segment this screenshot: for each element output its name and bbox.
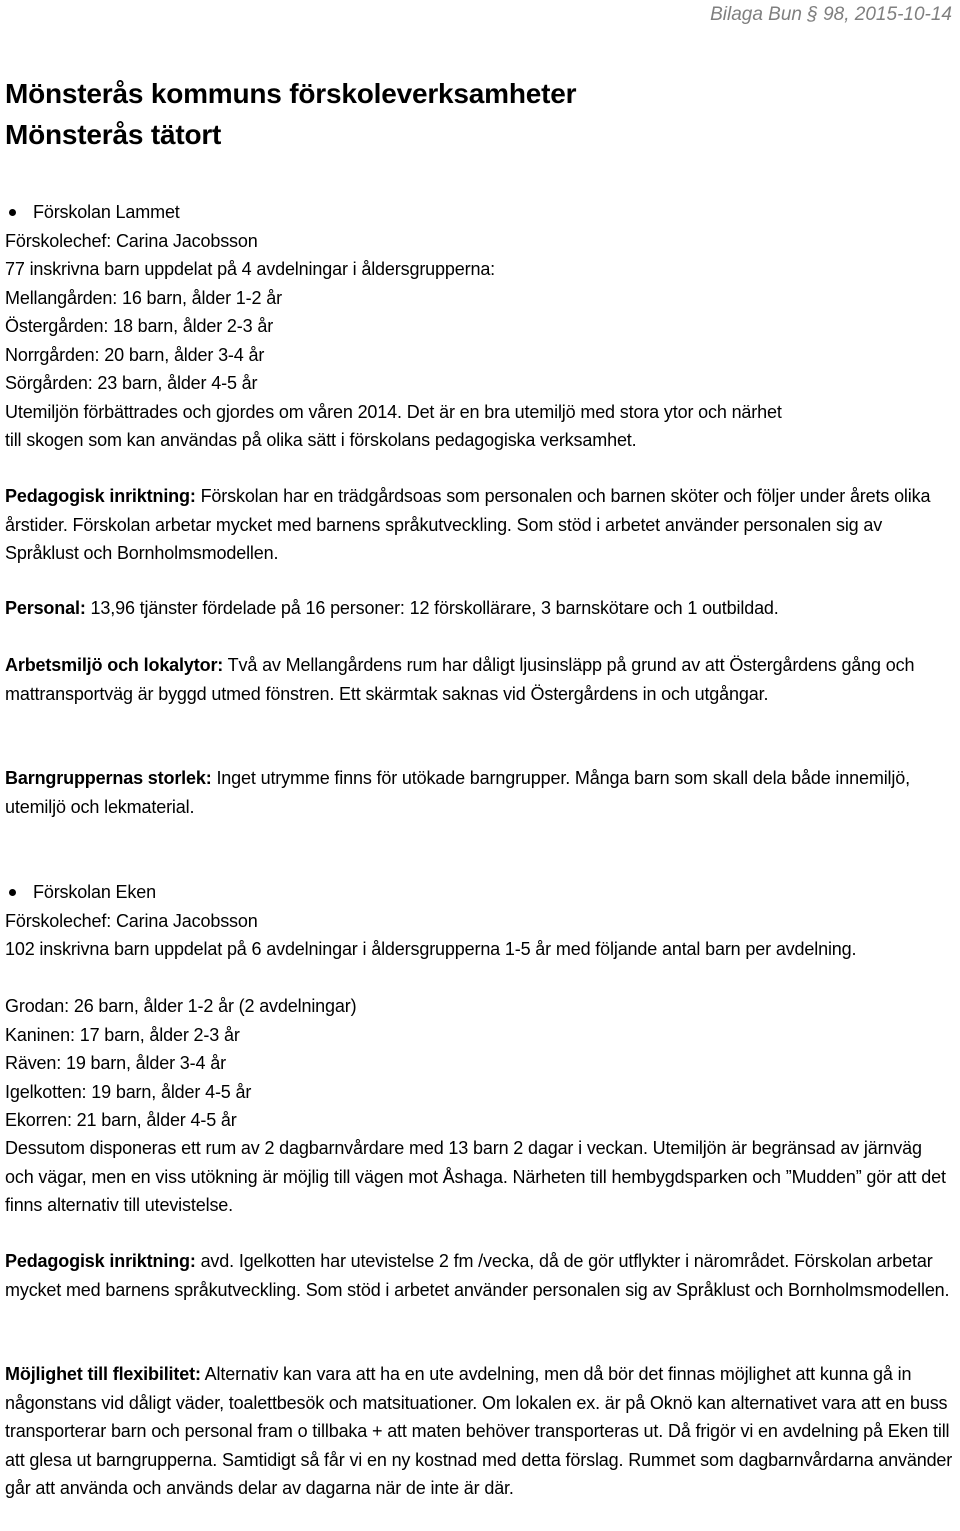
lammet-utemiljo-line2: till skogen som kan användas på olika sätt i förskolans pedagogiska verksamhet. <box>5 430 637 450</box>
eken-flex-label: Möjlighet till flexibilitet: <box>5 1364 201 1384</box>
eken-group: Grodan: 26 barn, ålder 1-2 år (2 avdelningar) <box>5 996 357 1016</box>
document-title: Mönsterås kommuns förskoleverksamheter <box>5 78 577 109</box>
lammet-utemiljo-line1: Utemiljön förbättrades och gjordes om våren 2014. Det är en bra utemiljö med stora ytor och närhet <box>5 401 782 422</box>
lammet-arb-label: Arbetsmiljö och lokalytor: <box>5 655 224 675</box>
lammet-barn-text: Inget utrymme finns för utökade barngrupper. Många barn som skall dela både innemiljö, utemiljö och lekmaterial. <box>5 768 910 817</box>
eken-groups <box>5 992 955 1135</box>
section-lammet <box>5 198 955 455</box>
lammet-ped-label: Pedagogisk inriktning: <box>5 486 196 506</box>
eken-intro: 102 inskrivna barn uppdelat på 6 avdelningar i åldersgrupperna 1-5 år med följande antal barn per avdelning. <box>5 939 857 959</box>
lammet-group: Sörgården: 23 barn, ålder 4-5 år <box>5 373 258 393</box>
eken-pedagogisk <box>5 1247 955 1304</box>
lammet-pers-text: 13,96 tjänster fördelade på 16 personer: 12 förskollärare, 3 barnskötare och 1 outbildad. <box>85 598 779 618</box>
eken-flexibilitet <box>5 1360 955 1503</box>
eken-heading-row <box>5 878 955 907</box>
eken-ped-label: Pedagogisk inriktning: <box>5 1251 196 1271</box>
lammet-personal <box>5 594 955 623</box>
eken-chef: Förskolechef: Carina Jacobsson <box>5 910 258 931</box>
bullet-icon <box>9 209 16 216</box>
lammet-barngrupper <box>5 764 955 821</box>
eken-group: Kaninen: 17 barn, ålder 2-3 år <box>5 1024 240 1045</box>
eken-flex-text: Alternativ kan vara att ha en ute avdelning, men då bör det finnas möjlighet att kunna gå in någonstans vid dåligt väder, toalettbesök och matsituationer. Om lokalen ex. är på Oknö kan alternativet vara att en buss transporterar barn och personal fram o tillbaka + att maten behöver transporteras ut. Då frigör vi en avdelning på Eken till att glesa ut barngrupperna. Samtidigt så får vi en ny kostnad med detta förslag. Rummet som dagbarnvårdarna använder går att använda och används delar av dagarna när de inte är där. <box>5 1364 953 1498</box>
eken-group: Igelkotten: 19 barn, ålder 4-5 år <box>5 1081 252 1102</box>
eken-dessutom: Dessutom disponeras ett rum av 2 dagbarnvårdare med 13 barn 2 dagar i veckan. Utemiljön är begränsad av järnväg och vägar, men en viss utökning är möjlig till vägen mot Åshaga. Närheten till hembygdsparken och ”Mudden” gör att det finns alternativ till utevistelse. <box>5 1138 946 1215</box>
lammet-group: Norrgården: 20 barn, ålder 3-4 år <box>5 344 265 365</box>
lammet-chef: Förskolechef: Carina Jacobsson <box>5 230 258 251</box>
lammet-heading-row <box>5 198 955 227</box>
eken-group: Ekorren: 21 barn, ålder 4-5 år <box>5 1110 237 1130</box>
lammet-intro: 77 inskrivna barn uppdelat på 4 avdelningar i åldersgrupperna: <box>5 259 496 279</box>
eken-heading: Förskolan Eken <box>33 882 156 902</box>
lammet-group: Mellangården: 16 barn, ålder 1-2 år <box>5 287 282 308</box>
bullet-icon <box>9 889 16 896</box>
eken-ped-text: avd. Igelkotten har utevistelse 2 fm /vecka, då de gör utflykter i närområdet. Förskolan arbetar mycket med barnens språkutveckling. Som stöd i arbetet använder personalen sig av Språklust och Bornholmsmodellen. <box>5 1251 950 1300</box>
lammet-arbetsmiljo <box>5 651 955 708</box>
lammet-barn-label: Barngruppernas storlek: <box>5 768 212 788</box>
eken-group: Räven: 19 barn, ålder 3-4 år <box>5 1053 226 1073</box>
page-header: Bilaga Bun § 98, 2015-10-14 <box>710 4 952 25</box>
lammet-pedagogisk <box>5 482 955 568</box>
lammet-pers-label: Personal: <box>5 598 86 618</box>
lammet-ped-text: Förskolan har en trädgårdsoas som personalen och barnen sköter och följer under årets olika årstider. Förskolan arbetar mycket med barnens språkutveckling. Som stöd i arbetet använder personalen sig av Språklust och Bornholmsmodellen. <box>5 486 931 563</box>
lammet-heading: Förskolan Lammet <box>33 202 180 222</box>
lammet-group: Östergården: 18 barn, ålder 2-3 år <box>5 316 274 336</box>
section-eken <box>5 878 955 935</box>
lammet-arb-text: Två av Mellangårdens rum har dåligt ljusinsläpp på grund av att Östergårdens gång och mattransportväg är byggd utmed fönstren. Ett skärmtak saknas vid Östergårdens in och utgångar. <box>5 655 915 704</box>
document-subtitle: Mönsterås tätort <box>5 119 222 150</box>
